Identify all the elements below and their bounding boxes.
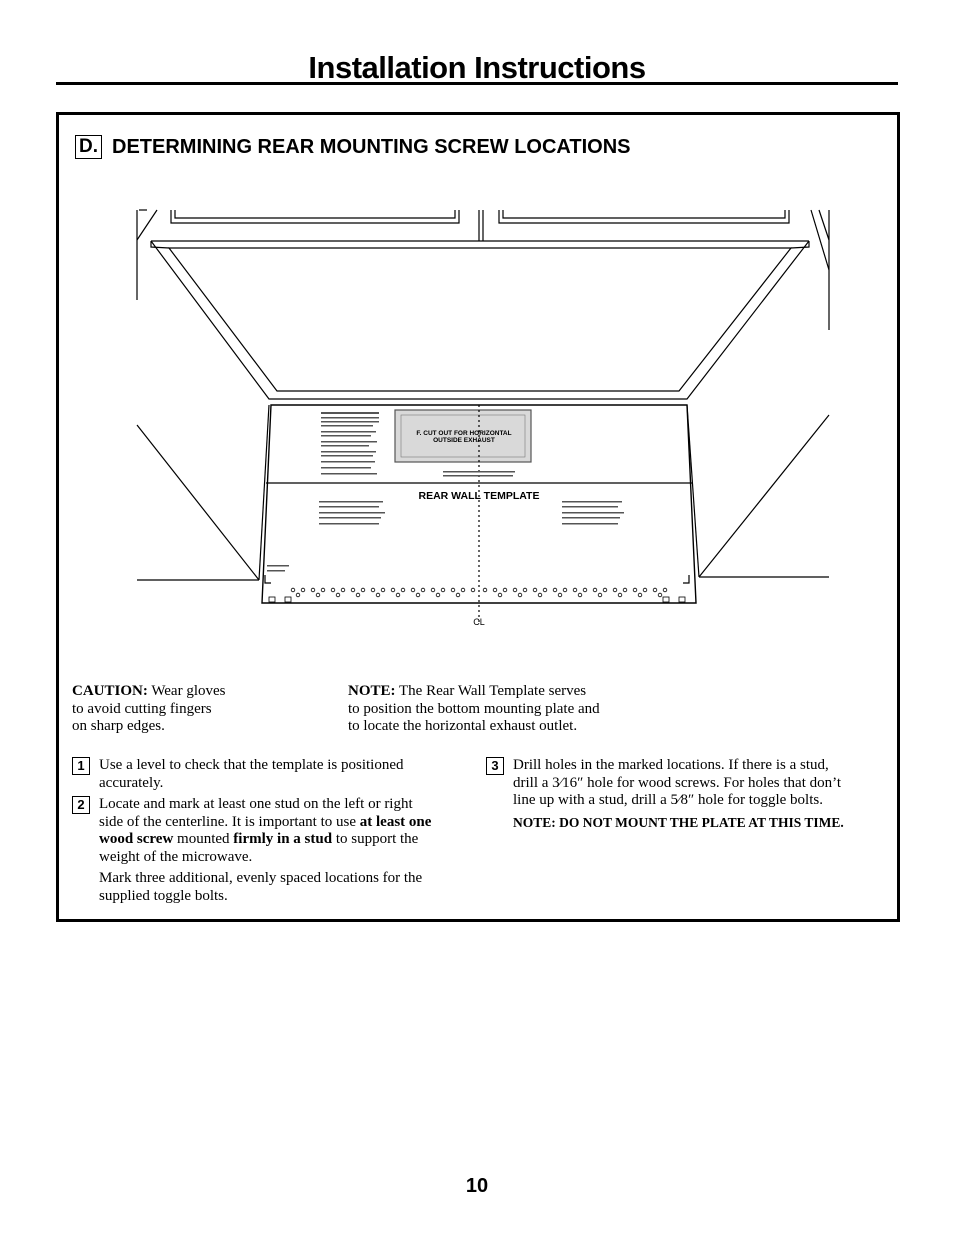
step-2-line3 [99,831,431,849]
step-number: 3 [486,757,504,775]
template-label: REAR WALL TEMPLATE [418,490,540,502]
step-2-line4: weight of the microwave. [99,848,253,865]
step-3-line3: line up with a stud, drill a 5⁄8″ hole for toggle bolts. [513,792,823,808]
step-3-note: NOTE: DO NOT MOUNT THE PLATE AT THIS TIME. [513,814,844,830]
section-letter: D. [75,135,102,159]
step-2 [72,796,472,906]
caution-note [72,683,226,736]
note-line1: The Rear Wall Template serves [395,683,587,699]
caution-line1: Wear gloves [147,683,226,699]
step-2-emphasis: wood screw [99,831,174,847]
step-3 [486,757,886,837]
step-1 [72,757,472,797]
rear-wall-template-illustration [59,115,897,655]
caution-label: CAUTION: [72,683,148,699]
step-1-line1: Use a level to check that the template is positioned [99,757,404,773]
cutout-label-line1: F. CUT OUT FOR HORIZONTAL [416,430,512,437]
step-1-line2: accurately. [99,774,164,791]
step-2-line2 [99,814,431,832]
cutout-label-line2: OUTSIDE EXHAUST [433,437,495,444]
step-text [99,757,404,792]
step-2-para2-line2: supplied toggle bolts. [99,887,228,904]
caution-line2: to avoid cutting fingers [72,700,212,717]
step-2-line3-text: to support the [332,831,419,847]
step-2-para2-line1: Mark three additional, evenly spaced locations for the [99,870,423,886]
note-line2: to position the bottom mounting plate and [348,700,600,717]
step-2-emphasis: firmly in a stud [233,831,333,847]
title-rule [56,82,898,85]
page-title: Installation Instructions [308,50,646,85]
step-2-line3-text: mounted [173,831,234,847]
instruction-panel [56,112,900,922]
step-2-line1: Locate and mark at least one stud on the left or right [99,796,413,812]
note-label: NOTE: [348,683,396,699]
step-number: 1 [72,757,90,775]
step-2-line2-text: side of the centerline. It is important to use [99,813,360,830]
note-line3: to locate the horizontal exhaust outlet. [348,718,578,734]
centerline-label: CL [473,617,485,627]
caution-line3: on sharp edges. [72,718,165,734]
step-text [99,796,431,905]
page-number: 10 [465,1175,489,1197]
template-note [348,683,600,736]
step-3-line2: drill a 3⁄16″ hole for wood screws. For holes that don’t [513,774,842,791]
step-text [513,757,844,831]
step-2-emphasis: at least one [359,813,432,830]
step-number: 2 [72,796,90,814]
step-3-line1: Drill holes in the marked locations. If there is a stud, [513,757,829,773]
section-title: DETERMINING REAR MOUNTING SCREW LOCATIONS [112,135,631,158]
